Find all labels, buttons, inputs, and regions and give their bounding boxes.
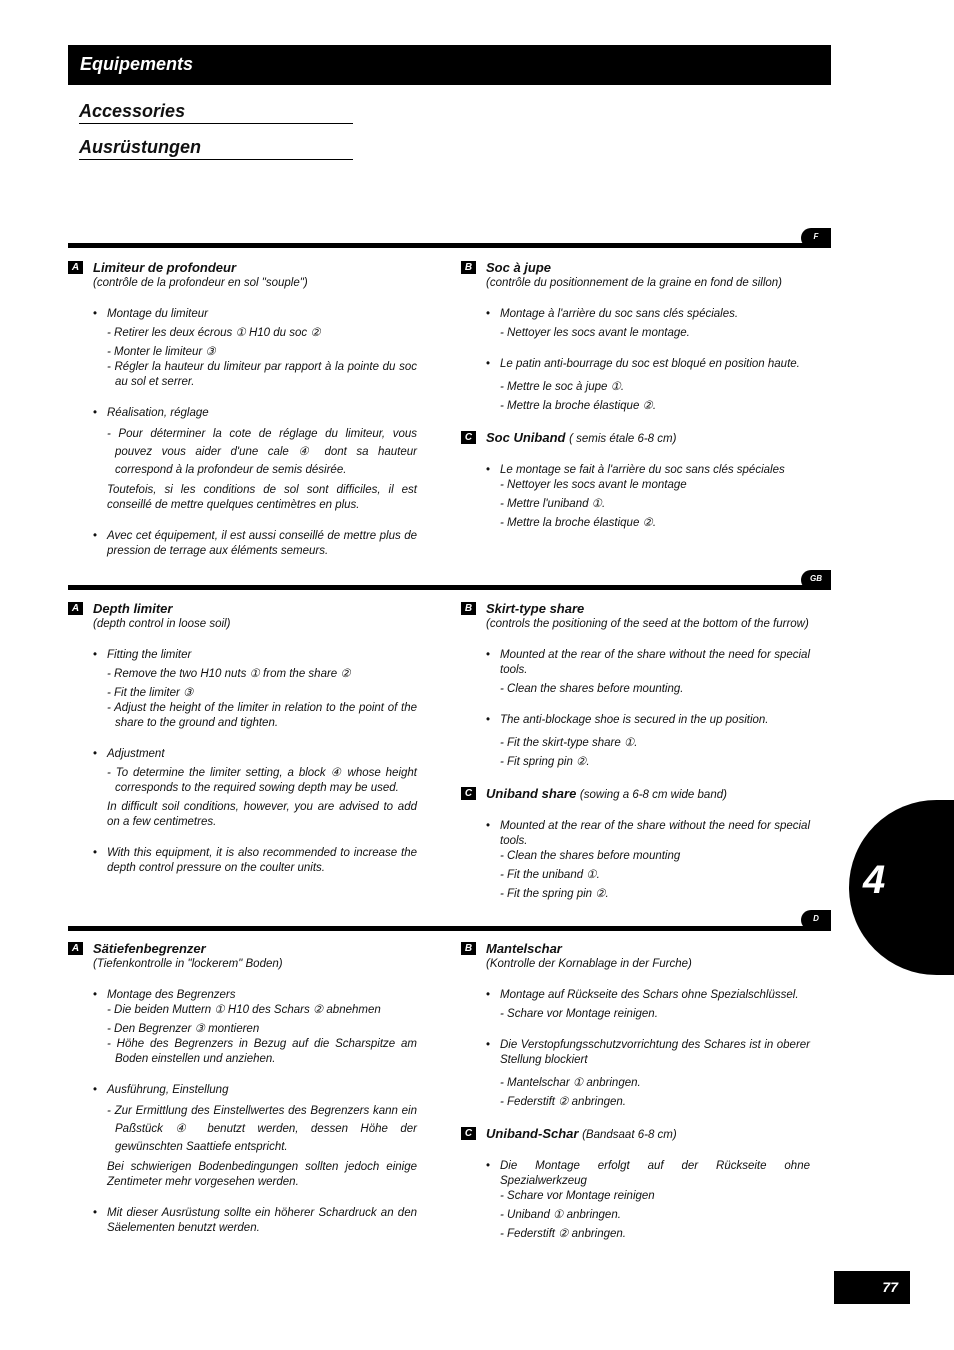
dash-step: - Mettre la broche élastique ②. <box>500 517 657 529</box>
dash-step: - Clean the shares before mounting <box>500 850 681 862</box>
item-c-title <box>461 786 810 803</box>
item-b-title <box>461 941 810 957</box>
note-text: In difficult soil conditions, however, you are advised to add on a few centimetres. <box>107 801 417 828</box>
bullet-shoe: • Le patin anti-bourrage du soc est bloqué en position haute. <box>461 357 810 372</box>
item-c-title-note: (sowing a 6-8 cm wide band) <box>579 789 727 801</box>
bullet-shoe: • Die Verstopfungsschutzvorrichtung des Schares ist in oberer Stellung blockiert <box>461 1038 810 1068</box>
item-a-title <box>68 941 417 957</box>
bullet-pressure: • Avec cet équipement, il est aussi conseillé de mettre plus de pression de terrage aux éléments semeurs. <box>68 529 417 559</box>
subtitle-ausruestungen: Ausrüstungen <box>79 137 353 160</box>
item-c-title-note: (Bandsaat 6-8 cm) <box>582 1129 677 1141</box>
lang-label-f: F <box>813 232 819 241</box>
bullet-mount: • Mounted at the rear of the share without the need for special tools. <box>461 819 810 849</box>
item-c-title <box>461 430 810 447</box>
section-d-col-bc <box>461 941 810 1242</box>
dash-step: - To determine the limiter setting, a block ④ whose height corresponds to the required sowing depth may be used. <box>107 767 417 794</box>
item-c-title-text: Soc Uniband <box>486 430 566 445</box>
item-a-title-text: Limiteur de profondeur <box>93 260 236 275</box>
dash-step: - Clean the shares before mounting. <box>500 683 684 695</box>
item-a-desc: (Tiefenkontrolle in "lockerem" Boden) <box>93 958 283 970</box>
item-c-title-text: Uniband share <box>486 786 577 801</box>
item-a-desc: (contrôle de la profondeur en sol "souple") <box>93 277 308 289</box>
bullet-mount: • Le montage se fait à l'arrière du soc sans clés spéciales <box>461 463 810 478</box>
dash-step: - Fit the spring pin ②. <box>500 888 609 900</box>
chapter-tab <box>849 800 954 975</box>
subtitle-accessories: Accessories <box>79 101 353 124</box>
section-rule-f <box>68 243 831 248</box>
item-c-title <box>461 1126 810 1143</box>
lang-tab-f <box>801 228 831 248</box>
dash-step: - Fit the limiter ③ <box>107 687 194 699</box>
bullet-adjust: • Adjustment <box>68 747 417 762</box>
item-a-desc: (depth control in loose soil) <box>93 618 231 630</box>
bullet-mount: • Montage des Begrenzers <box>68 988 417 1003</box>
dash-step: - Remove the two H10 nuts ① from the share ② <box>107 668 351 680</box>
item-b-desc: (controls the positioning of the seed at the bottom of the furrow) <box>486 618 809 630</box>
item-b-desc: (contrôle du positionnement de la graine en fond de sillon) <box>486 277 782 289</box>
section-rule-gb <box>68 585 831 590</box>
dash-step: - Nettoyer les socs avant le montage <box>500 479 687 491</box>
bullet-mount: • Mounted at the rear of the share without the need for special tools. <box>461 648 810 678</box>
lang-tab-gb <box>801 570 831 590</box>
dash-step: - Federstift ② anbringen. <box>500 1096 627 1108</box>
letter-c-badge: C <box>461 787 476 800</box>
dash-step: - Federstift ② anbringen. <box>500 1228 627 1240</box>
bullet-shoe: • The anti-blockage shoe is secured in the up position. <box>461 713 810 728</box>
page-number-box <box>834 1271 910 1304</box>
section-rule-d <box>68 926 831 931</box>
item-c-title-note: ( semis étale 6-8 cm) <box>569 433 677 445</box>
dash-step: - Mettre le soc à jupe ①. <box>500 381 625 393</box>
bullet-adjust: • Ausführung, Einstellung <box>68 1083 417 1098</box>
item-a-title-text: Sätiefenbegrenzer <box>93 941 206 956</box>
bullet-adjust: • Réalisation, réglage <box>68 406 417 421</box>
letter-a-badge: A <box>68 261 83 274</box>
dash-step: - Pour déterminer la cote de réglage du limiteur, vous pouvez vous aider d'une cale ④ dont sa hauteur correspond à la profondeur de semis désirée. <box>107 428 417 476</box>
page-number: 77 <box>882 1279 898 1295</box>
letter-b-badge: B <box>461 261 476 274</box>
item-a-title <box>68 260 417 276</box>
item-c-title-text: Uniband-Schar <box>486 1126 579 1141</box>
header-bar <box>68 45 831 85</box>
lang-label-gb: GB <box>810 574 822 583</box>
lang-tab-d <box>801 910 831 930</box>
item-a-title <box>68 601 417 617</box>
letter-b-badge: B <box>461 942 476 955</box>
dash-step: - Retirer les deux écrous ① H10 du soc ② <box>107 327 321 339</box>
bullet-mount: • Montage auf Rückseite des Schars ohne Spezialschlüssel. <box>461 988 810 1003</box>
letter-b-badge: B <box>461 602 476 615</box>
bullet-mount: • Montage du limiteur <box>68 307 417 322</box>
dash-step: - Fit the uniband ①. <box>500 869 600 881</box>
bullet-mount: • Montage à l'arrière du soc sans clés spéciales. <box>461 307 810 322</box>
bullet-pressure: • Mit dieser Ausrüstung sollte ein höherer Schardruck an den Säelementen benutzt werden. <box>68 1206 417 1236</box>
dash-step: - Monter le limiteur ③ <box>107 346 216 358</box>
item-b-title <box>461 260 810 276</box>
chapter-number: 4 <box>863 858 886 902</box>
dash-step: - Mettre la broche élastique ②. <box>500 400 657 412</box>
item-b-title-text: Skirt-type share <box>486 601 585 616</box>
dash-step: - Schare vor Montage reinigen <box>500 1190 655 1202</box>
dash-step: - Nettoyer les socs avant le montage. <box>500 327 690 339</box>
section-f-col-bc <box>461 260 810 531</box>
note-text: Toutefois, si les conditions de sol sont difficiles, il est conseillé de mettre quelques centimètres en plus. <box>107 484 417 511</box>
dash-step: - Zur Ermittlung des Einstellwertes des Begrenzers kann ein Paßstück ④ benutzt werden, dessen Höhe der gewünschten Saattiefe entspricht. <box>107 1105 417 1153</box>
dash-step: - Uniband ① anbringen. <box>500 1209 621 1221</box>
dash-step: - Adjust the height of the limiter in relation to the point of the share to the ground and tighten. <box>107 702 417 729</box>
dash-step: - Den Begrenzer ③ montieren <box>107 1023 260 1035</box>
section-gb-col-bc <box>461 601 810 902</box>
section-gb-col-a <box>68 601 417 876</box>
page-title: Equipements <box>80 54 194 74</box>
letter-a-badge: A <box>68 942 83 955</box>
dash-step: - Höhe des Begrenzers in Bezug auf die Scharspitze am Boden einstellen und anziehen. <box>107 1038 417 1065</box>
dash-step: - Fit spring pin ②. <box>500 756 590 768</box>
bullet-mount: • Die Montage erfolgt auf der Rückseite ohne Spezialwerkzeug <box>461 1159 810 1189</box>
note-text: Bei schwierigen Bodenbedingungen sollten jedoch einige Zentimeter mehr vorgesehen werden. <box>107 1161 417 1188</box>
item-b-title-text: Soc à jupe <box>486 260 552 275</box>
section-f-col-a <box>68 260 417 559</box>
dash-step: - Die beiden Muttern ① H10 des Schars ② abnehmen <box>107 1004 381 1016</box>
letter-a-badge: A <box>68 602 83 615</box>
dash-step: - Régler la hauteur du limiteur par rapport à la pointe du soc au sol et serrer. <box>107 361 417 388</box>
item-b-title <box>461 601 810 617</box>
letter-c-badge: C <box>461 1127 476 1140</box>
dash-step: - Fit the skirt-type share ①. <box>500 737 638 749</box>
dash-step: - Schare vor Montage reinigen. <box>500 1008 658 1020</box>
section-d-col-a <box>68 941 417 1236</box>
dash-step: - Mantelschar ① anbringen. <box>500 1077 641 1089</box>
dash-step: - Mettre l'uniband ①. <box>500 498 606 510</box>
bullet-mount: • Fitting the limiter <box>68 648 417 663</box>
letter-c-badge: C <box>461 431 476 444</box>
item-b-title-text: Mantelschar <box>486 941 562 956</box>
bullet-pressure: • With this equipment, it is also recommended to increase the depth control pressure on the coulter units. <box>68 846 417 876</box>
item-a-title-text: Depth limiter <box>93 601 173 616</box>
lang-label-d: D <box>813 914 819 923</box>
item-b-desc: (Kontrolle der Kornablage in der Furche) <box>486 958 692 970</box>
